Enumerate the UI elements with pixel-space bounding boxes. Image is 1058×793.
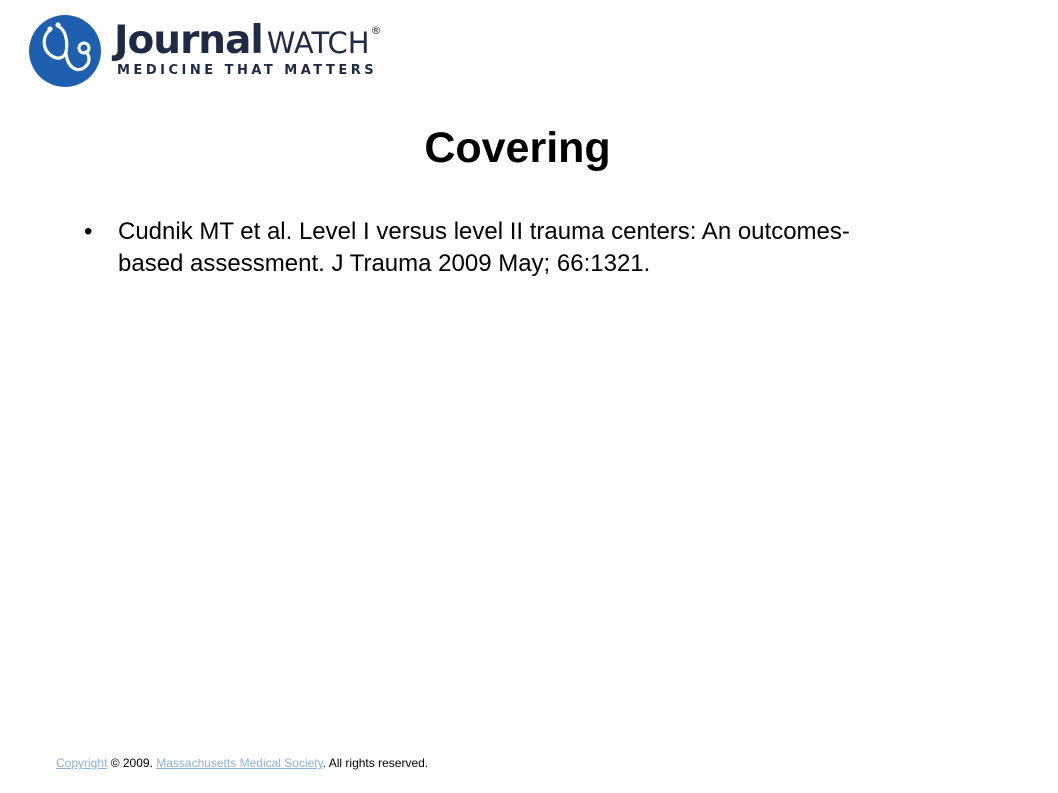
- journal-watch-logo: [28, 14, 382, 90]
- stethoscope-icon: [28, 14, 102, 88]
- registered-mark: ®: [370, 24, 382, 37]
- bullet-list: [82, 216, 882, 280]
- footer: [56, 756, 428, 770]
- logo-name-light: WATCH: [266, 26, 370, 60]
- logo-wordmark: [114, 18, 382, 63]
- rights-text: . All rights reserved.: [322, 756, 429, 770]
- list-item: [82, 216, 882, 280]
- bullet-marker: •: [84, 218, 93, 245]
- copyright-year: © 2009.: [107, 756, 157, 770]
- logo-tagline: MEDICINE THAT MATTERS: [117, 63, 378, 78]
- citation-text: Cudnik MT et al. Level I versus level II trauma centers: An outcomes-based assessment. J Trauma 2009 May; 66:1321.: [118, 218, 850, 277]
- copyright-link[interactable]: Copyright: [56, 756, 108, 770]
- logo-name-bold: Journal: [114, 18, 263, 63]
- slide-title: Covering: [424, 124, 611, 172]
- society-link[interactable]: Massachusetts Medical Society: [156, 756, 323, 770]
